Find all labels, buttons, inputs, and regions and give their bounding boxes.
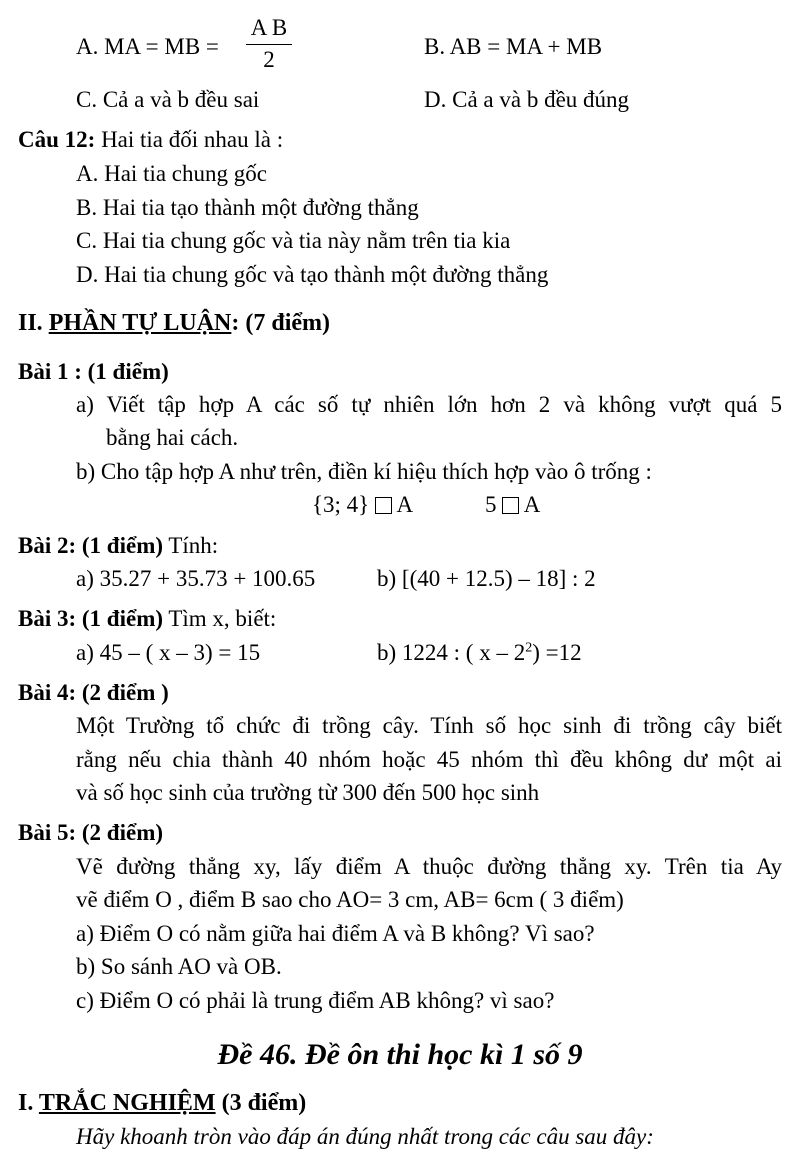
q12-text: Hai tia đối nhau là :	[95, 127, 284, 152]
q12-option-c: C. Hai tia chung gốc và tia này nằm trên tia kia	[76, 228, 511, 253]
bai3-text: Tìm x, biết:	[163, 606, 277, 631]
bai3-b-prefix: b) 1224 : ( x – 2	[377, 640, 526, 665]
part2-heading	[18, 309, 330, 337]
fraction-numerator: A B	[250, 15, 288, 40]
bai4-heading: Bài 4: (2 điểm )	[18, 680, 169, 705]
bai4-line2: rằng nếu chia thành 40 nhóm hoặc 45 nhóm thì đều không dư một ai	[76, 747, 782, 772]
empty-box-icon	[502, 497, 519, 514]
bai2-heading	[18, 532, 218, 560]
q12-option-d: D. Hai tia chung gốc và tạo thành một đường thẳng	[76, 262, 549, 287]
part1-heading	[18, 1089, 306, 1117]
q11-option-b: B. AB = MA + MB	[424, 34, 603, 59]
part1-prefix: I.	[18, 1090, 39, 1116]
part1-title: TRẮC NGHIỆM	[38, 1090, 216, 1116]
q11-option-a-fraction	[246, 14, 292, 73]
bai5-line2: vẽ điểm O , điểm B sao cho AO= 3 cm, AB= 6cm ( 3 điểm)	[76, 887, 624, 912]
bai3-b-suffix: ) =12	[532, 640, 582, 665]
bai1-expression-2	[485, 491, 540, 519]
bai5-heading: Bài 5: (2 điểm)	[18, 820, 164, 845]
expr1-left: {3; 4}	[312, 492, 370, 517]
bai1-expression-1	[312, 491, 413, 519]
bai4-line3: và số học sinh của trường từ 300 đến 500 học sinh	[76, 780, 540, 805]
bai2-b: b) [(40 + 12.5) – 18] : 2	[377, 566, 596, 591]
bai2-text: Tính:	[163, 533, 219, 558]
bai5-c: c) Điểm O có phải là trung điểm AB không? vì sao?	[76, 988, 555, 1013]
bai1-b: b) Cho tập hợp A như trên, điền kí hiệu thích hợp vào ô trống :	[76, 459, 652, 484]
part1-instruction: Hãy khoanh tròn vào đáp án đúng nhất trong các câu sau đây:	[76, 1124, 654, 1149]
bai5-b: b) So sánh AO và OB.	[76, 954, 282, 979]
q12-label: Câu 12:	[18, 127, 96, 152]
bai5-line1: Vẽ đường thẳng xy, lấy điểm A thuộc đường thẳng xy. Trên tia Ay	[76, 854, 782, 879]
bai1-a-line1: a) Viết tập hợp A các số tự nhiên lớn hơn 2 và không vượt quá 5	[76, 392, 782, 417]
bai2-a: a) 35.27 + 35.73 + 100.65	[76, 566, 316, 591]
bai3-a: a) 45 – ( x – 3) = 15	[76, 640, 261, 665]
q11-option-a-text: A. MA = MB =	[76, 34, 219, 59]
q11-option-d: D. Cả a và b đều đúng	[424, 87, 630, 112]
bai4-line1: Một Trường tổ chức đi trồng cây. Tính số học sinh đi trồng cây biết	[76, 713, 782, 738]
fraction-denominator: 2	[263, 47, 275, 72]
expr1-right: A	[396, 492, 414, 517]
q11-option-a	[76, 33, 219, 61]
bai3-heading	[18, 605, 276, 633]
bai1-a-line2: bằng hai cách.	[106, 425, 239, 450]
bai3-b-exponent: 2	[525, 640, 533, 656]
bai2-label: Bài 2: (1 điểm)	[18, 533, 164, 558]
part2-prefix: II.	[18, 310, 49, 336]
empty-box-icon	[375, 497, 392, 514]
q12-option-a: A. Hai tia chung gốc	[76, 161, 267, 186]
expr2-left: 5	[485, 492, 497, 517]
q12-option-b: B. Hai tia tạo thành một đường thẳng	[76, 195, 419, 220]
exam-title: Đề 46. Đề ôn thi học kì 1 số 9	[217, 1038, 583, 1071]
bai5-a: a) Điểm O có nằm giữa hai điểm A và B không? Vì sao?	[76, 921, 595, 946]
expr2-right: A	[523, 492, 541, 517]
part1-suffix: (3 điểm)	[215, 1090, 307, 1116]
q12-question	[18, 126, 283, 154]
part2-title: PHẦN TỰ LUẬN	[48, 310, 232, 336]
part2-suffix: : (7 điểm)	[231, 310, 330, 336]
q11-option-c: C. Cả a và b đều sai	[76, 87, 260, 112]
fraction-bar	[246, 44, 292, 45]
bai3-b	[377, 639, 582, 667]
bai1-heading: Bài 1 : (1 điểm)	[18, 359, 169, 384]
bai3-label: Bài 3: (1 điểm)	[18, 606, 164, 631]
